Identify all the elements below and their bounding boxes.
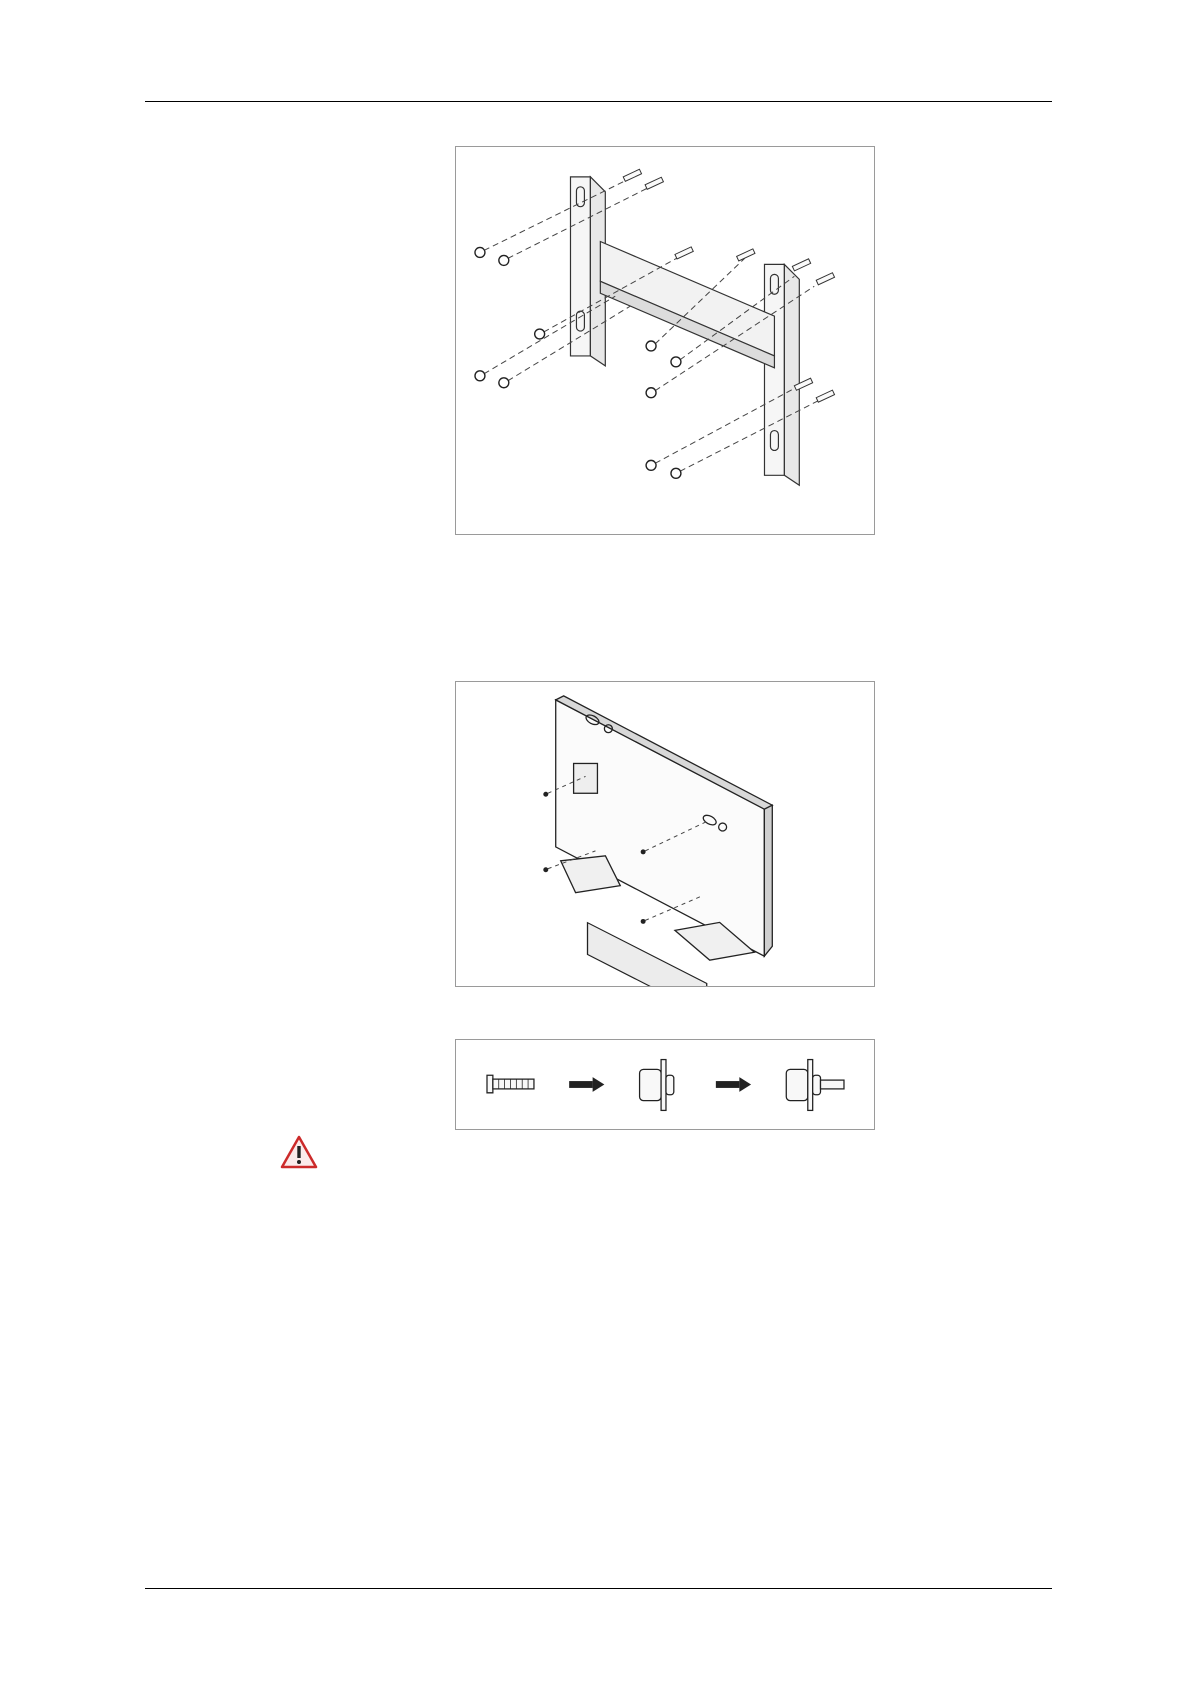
wall-bracket-illustration [456, 147, 874, 534]
wall-bracket-figure [455, 146, 875, 535]
header-rule [145, 101, 1052, 102]
screw-sequence-figure [455, 1039, 875, 1130]
tv-back-figure [455, 681, 875, 987]
footer-rule [145, 1588, 1052, 1589]
warning-triangle-icon [280, 1134, 318, 1170]
tv-back-illustration [456, 682, 874, 986]
screw-sequence-illustration [456, 1040, 874, 1129]
